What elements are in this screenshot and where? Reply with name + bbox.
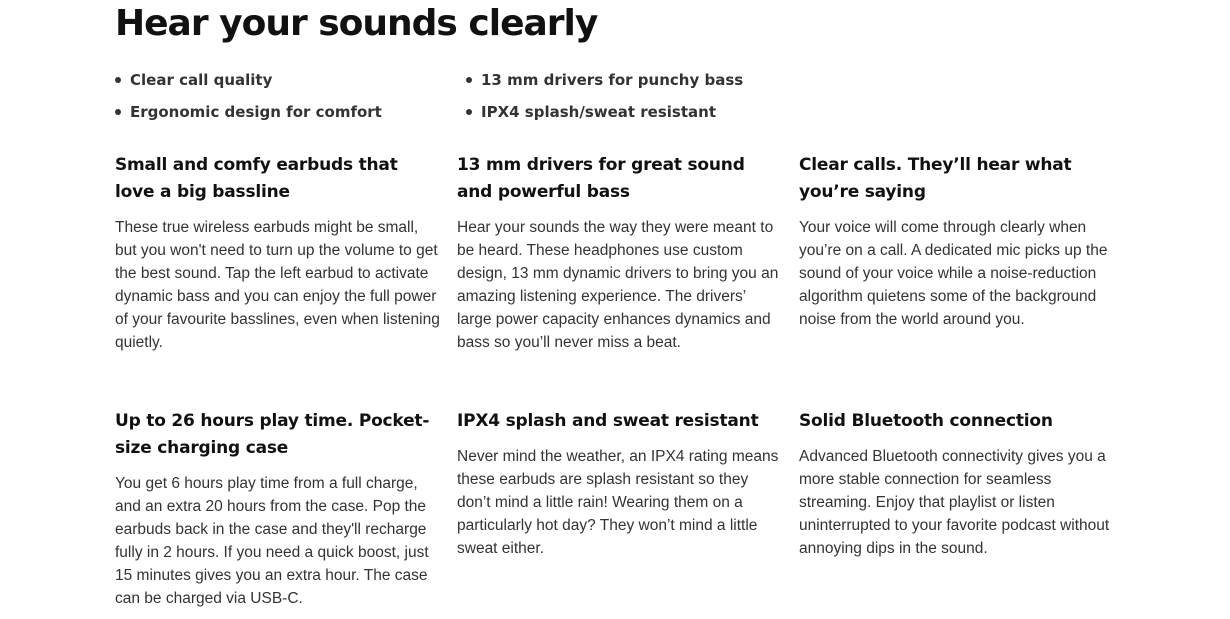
feature-description: These true wireless earbuds might be small, but you won't need to turn up the volume to get the best sound. Tap the left earbud to activate dynamic bass and you can enjoy the full power of your favourite basslines, even when listening quietly. (115, 219, 440, 351)
highlight-item (115, 100, 466, 124)
feature-block (115, 408, 440, 618)
feature-block (799, 152, 1124, 408)
feature-block (115, 152, 440, 408)
bullet-dot-icon (115, 77, 121, 83)
feature-description: Advanced Bluetooth connectivity gives you a more stable connection for seamless streaming. Enjoy that playlist or listen uninterrupted to your favorite podcast without annoying dips in the sound. (799, 448, 1110, 557)
feature-block (457, 408, 782, 618)
feature-title: Clear calls. They’ll hear what you’re saying (799, 155, 1072, 202)
feature-title: Small and comfy earbuds that love a big bassline (115, 155, 398, 202)
feature-block (457, 152, 782, 408)
feature-block (799, 408, 1124, 618)
feature-description: Hear your sounds the way they were meant to be heard. These headphones use custom design, 13 mm dynamic drivers to bring you an amazing listening experience. The drivers’ large power capacity enhances dynamics and bass so you’ll never miss a beat. (457, 219, 779, 351)
page-title: Hear your sounds clearly (115, 3, 598, 44)
feature-description: You get 6 hours play time from a full charge, and an extra 20 hours from the case. Pop the earbuds back in the case and they'll recharge fully in 2 hours. If you need a quick boost, just 15 minutes gives you an extra hour. The case can be charged via USB-C. (115, 475, 429, 607)
feature-title: 13 mm drivers for great sound and powerful bass (457, 155, 745, 202)
highlight-label: Clear call quality (130, 71, 273, 89)
highlight-item (466, 100, 806, 124)
feature-description: Never mind the weather, an IPX4 rating means these earbuds are splash resistant so they don’t mind a little rain! Wearing them on a particularly hot day? They won’t mind a little sweat either. (457, 448, 779, 557)
highlight-label: IPX4 splash/sweat resistant (481, 103, 716, 121)
highlight-label: Ergonomic design for comfort (130, 103, 382, 121)
highlight-list (115, 68, 815, 124)
bullet-dot-icon (115, 109, 121, 115)
bullet-dot-icon (466, 109, 472, 115)
feature-title: IPX4 splash and sweat resistant (457, 411, 759, 431)
feature-grid (115, 152, 1125, 618)
highlight-item (466, 68, 806, 92)
feature-title: Up to 26 hours play time. Pocket-size charging case (115, 411, 430, 458)
feature-title: Solid Bluetooth connection (799, 411, 1053, 431)
feature-description: Your voice will come through clearly when you’re on a call. A dedicated mic picks up the sound of your voice while a noise-reduction algorithm quietens some of the background noise from the world around you. (799, 219, 1108, 328)
highlight-label: 13 mm drivers for punchy bass (481, 71, 744, 89)
bullet-dot-icon (466, 77, 472, 83)
highlight-item (115, 68, 466, 92)
